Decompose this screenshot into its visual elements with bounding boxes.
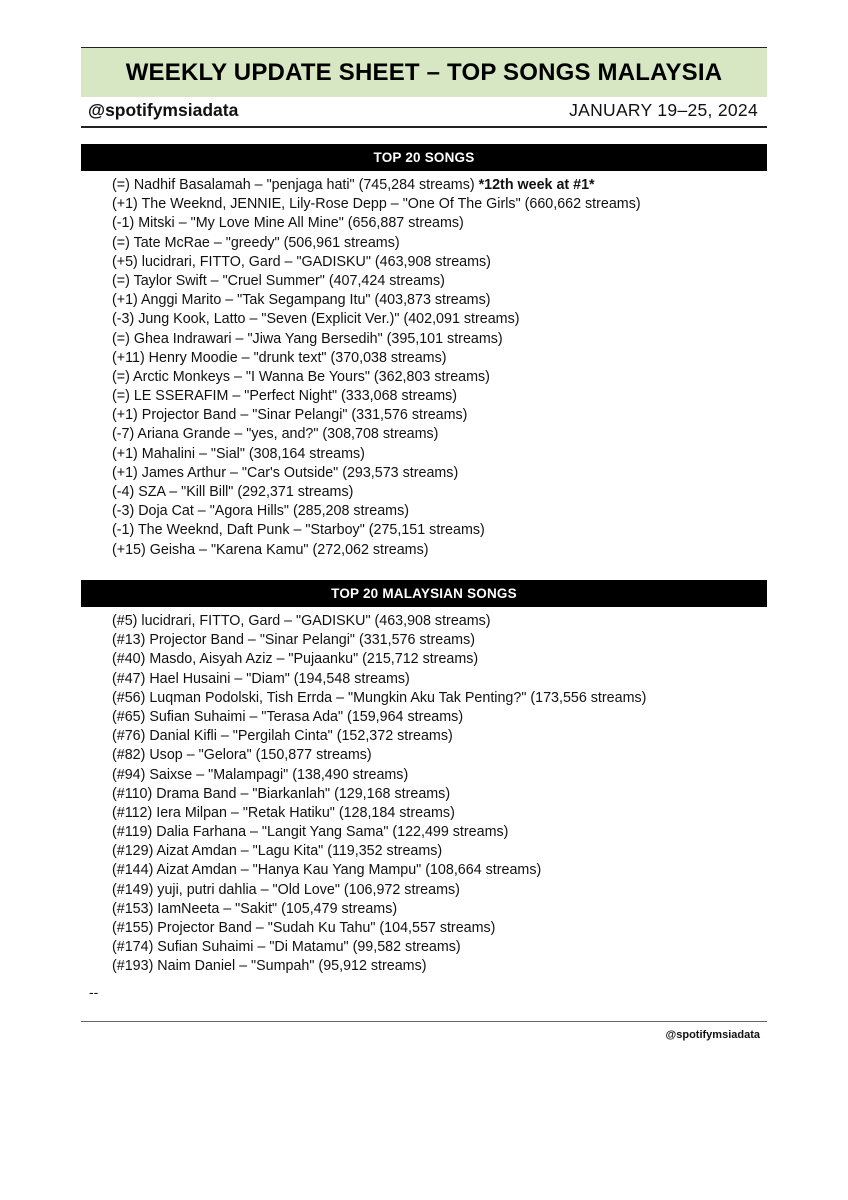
song-text: (#193) Naim Daniel – "Sumpah" (95,912 streams)	[112, 958, 427, 975]
song-text: (=) LE SSERAFIM – "Perfect Night" (333,068 streams)	[112, 388, 458, 405]
song-text: (-1) Mitski – "My Love Mine All Mine" (656,887 streams)	[112, 215, 464, 232]
account-handle: @spotifymsiadata	[88, 100, 239, 120]
song-entry	[112, 689, 646, 708]
top-songs-heading: TOP 20 SONGS	[81, 144, 767, 171]
song-entry	[112, 195, 641, 214]
malaysian-songs-heading: TOP 20 MALAYSIAN SONGS	[81, 580, 767, 607]
song-entry	[112, 253, 491, 272]
song-entry	[112, 272, 445, 291]
song-entry	[112, 881, 460, 900]
song-entry	[112, 521, 485, 540]
song-entry	[112, 502, 409, 521]
song-entry	[112, 368, 490, 387]
page-title: WEEKLY UPDATE SHEET – TOP SONGS MALAYSIA	[81, 47, 767, 97]
song-entry	[112, 919, 495, 938]
song-entry	[112, 785, 450, 804]
song-text: (+5) lucidrari, FITTO, Gard – "GADISKU" (463,908 streams)	[112, 253, 491, 270]
song-text: (=) Nadhif Basalamah – "penjaga hati" (745,284 streams)	[112, 177, 479, 193]
song-text: (+11) Henry Moodie – "drunk text" (370,038 streams)	[112, 349, 447, 366]
song-entry	[112, 291, 491, 310]
song-text: (#153) IamNeeta – "Sakit" (105,479 streams)	[112, 900, 398, 917]
song-text: (-3) Doja Cat – "Agora Hills" (285,208 streams)	[112, 503, 409, 520]
song-text: (#13) Projector Band – "Sinar Pelangi" (331,576 streams)	[112, 632, 475, 649]
song-text: (=) Arctic Monkeys – "I Wanna Be Yours" (362,803 streams)	[112, 368, 490, 385]
song-entry	[112, 330, 503, 349]
song-text: (+1) Anggi Marito – "Tak Segampang Itu" (403,873 streams)	[112, 292, 491, 309]
song-entry	[112, 842, 442, 861]
song-text: (=) Ghea Indrawari – "Jiwa Yang Bersedih" (395,101 streams)	[112, 330, 503, 347]
song-text: (#112) Iera Milpan – "Retak Hatiku" (128,184 streams)	[112, 804, 455, 821]
song-entry	[112, 708, 463, 727]
song-entry	[112, 861, 541, 880]
song-text: (#94) Saixse – "Malampagi" (138,490 streams)	[112, 766, 409, 783]
song-entry	[112, 650, 478, 669]
song-entry	[112, 804, 455, 823]
song-text: (-1) The Weeknd, Daft Punk – "Starboy" (275,151 streams)	[112, 522, 485, 539]
song-entry	[112, 670, 410, 689]
song-note: *12th week at #1*	[478, 177, 595, 193]
song-entry	[112, 406, 467, 425]
song-entry	[112, 349, 447, 368]
song-text: (+15) Geisha – "Karena Kamu" (272,062 streams)	[112, 541, 429, 558]
song-text: (-7) Ariana Grande – "yes, and?" (308,708 streams)	[112, 426, 439, 443]
song-entry	[112, 310, 519, 329]
song-entry	[112, 234, 400, 253]
song-text: (=) Tate McRae – "greedy" (506,961 streams)	[112, 234, 400, 251]
song-entry	[112, 387, 457, 406]
song-entry	[112, 957, 427, 976]
song-entry	[112, 214, 464, 233]
song-text: (#65) Sufian Suhaimi – "Terasa Ada" (159,964 streams)	[112, 708, 464, 725]
song-entry	[112, 766, 408, 785]
song-text: (-4) SZA – "Kill Bill" (292,371 streams)	[112, 484, 354, 500]
song-entry	[112, 727, 453, 746]
song-text: (#174) Sufian Suhaimi – "Di Matamu" (99,582 streams)	[112, 939, 461, 956]
song-entry	[112, 425, 438, 444]
song-text: (#40) Masdo, Aisyah Aziz – "Pujaanku" (215,712 streams)	[112, 651, 479, 668]
song-entry	[112, 483, 353, 502]
song-text: (+1) The Weeknd, JENNIE, Lily-Rose Depp – "One Of The Girls" (660,662 streams)	[112, 196, 641, 213]
song-text: (#129) Aizat Amdan – "Lagu Kita" (119,352 streams)	[112, 843, 443, 860]
song-text: (=) Taylor Swift – "Cruel Summer" (407,424 streams)	[112, 272, 445, 289]
song-entry	[112, 900, 397, 919]
header-divider	[81, 126, 767, 128]
date-range: JANUARY 19–25, 2024	[569, 100, 758, 120]
song-entry	[112, 823, 508, 842]
trailing-dashes: --	[89, 984, 99, 1000]
song-entry	[112, 541, 429, 560]
song-entry	[112, 938, 461, 957]
song-text: (#82) Usop – "Gelora" (150,877 streams)	[112, 747, 372, 764]
song-entry	[112, 746, 372, 765]
song-entry	[112, 176, 595, 195]
song-text: (+1) Mahalini – "Sial" (308,164 streams)	[112, 445, 365, 462]
song-text: (#110) Drama Band – "Biarkanlah" (129,168 streams)	[112, 785, 451, 802]
song-text: (#56) Luqman Podolski, Tish Errda – "Mungkin Aku Tak Penting?" (173,556 streams)	[112, 689, 647, 706]
song-text: (+1) Projector Band – "Sinar Pelangi" (331,576 streams)	[112, 407, 468, 424]
song-entry	[112, 445, 365, 464]
song-text: (#5) lucidrari, FITTO, Gard – "GADISKU" (463,908 streams)	[112, 613, 491, 629]
song-text: (#155) Projector Band – "Sudah Ku Tahu" (104,557 streams)	[112, 920, 496, 936]
song-entry	[112, 464, 458, 483]
song-text: (#47) Hael Husaini – "Diam" (194,548 streams)	[112, 670, 410, 687]
song-text: (#119) Dalia Farhana – "Langit Yang Sama" (122,499 streams)	[112, 824, 509, 841]
footer-handle: @spotifymsiadata	[665, 1029, 760, 1041]
song-text: (-3) Jung Kook, Latto – "Seven (Explicit Ver.)" (402,091 streams)	[112, 311, 520, 328]
song-entry	[112, 612, 491, 631]
song-entry	[112, 631, 475, 650]
song-text: (#76) Danial Kifli – "Pergilah Cinta" (152,372 streams)	[112, 728, 453, 745]
song-text: (#144) Aizat Amdan – "Hanya Kau Yang Mampu" (108,664 streams)	[112, 862, 542, 879]
footer-divider	[81, 1021, 767, 1022]
song-text: (#149) yuji, putri dahlia – "Old Love" (106,972 streams)	[112, 881, 460, 898]
song-text: (+1) James Arthur – "Car's Outside" (293,573 streams)	[112, 464, 459, 481]
